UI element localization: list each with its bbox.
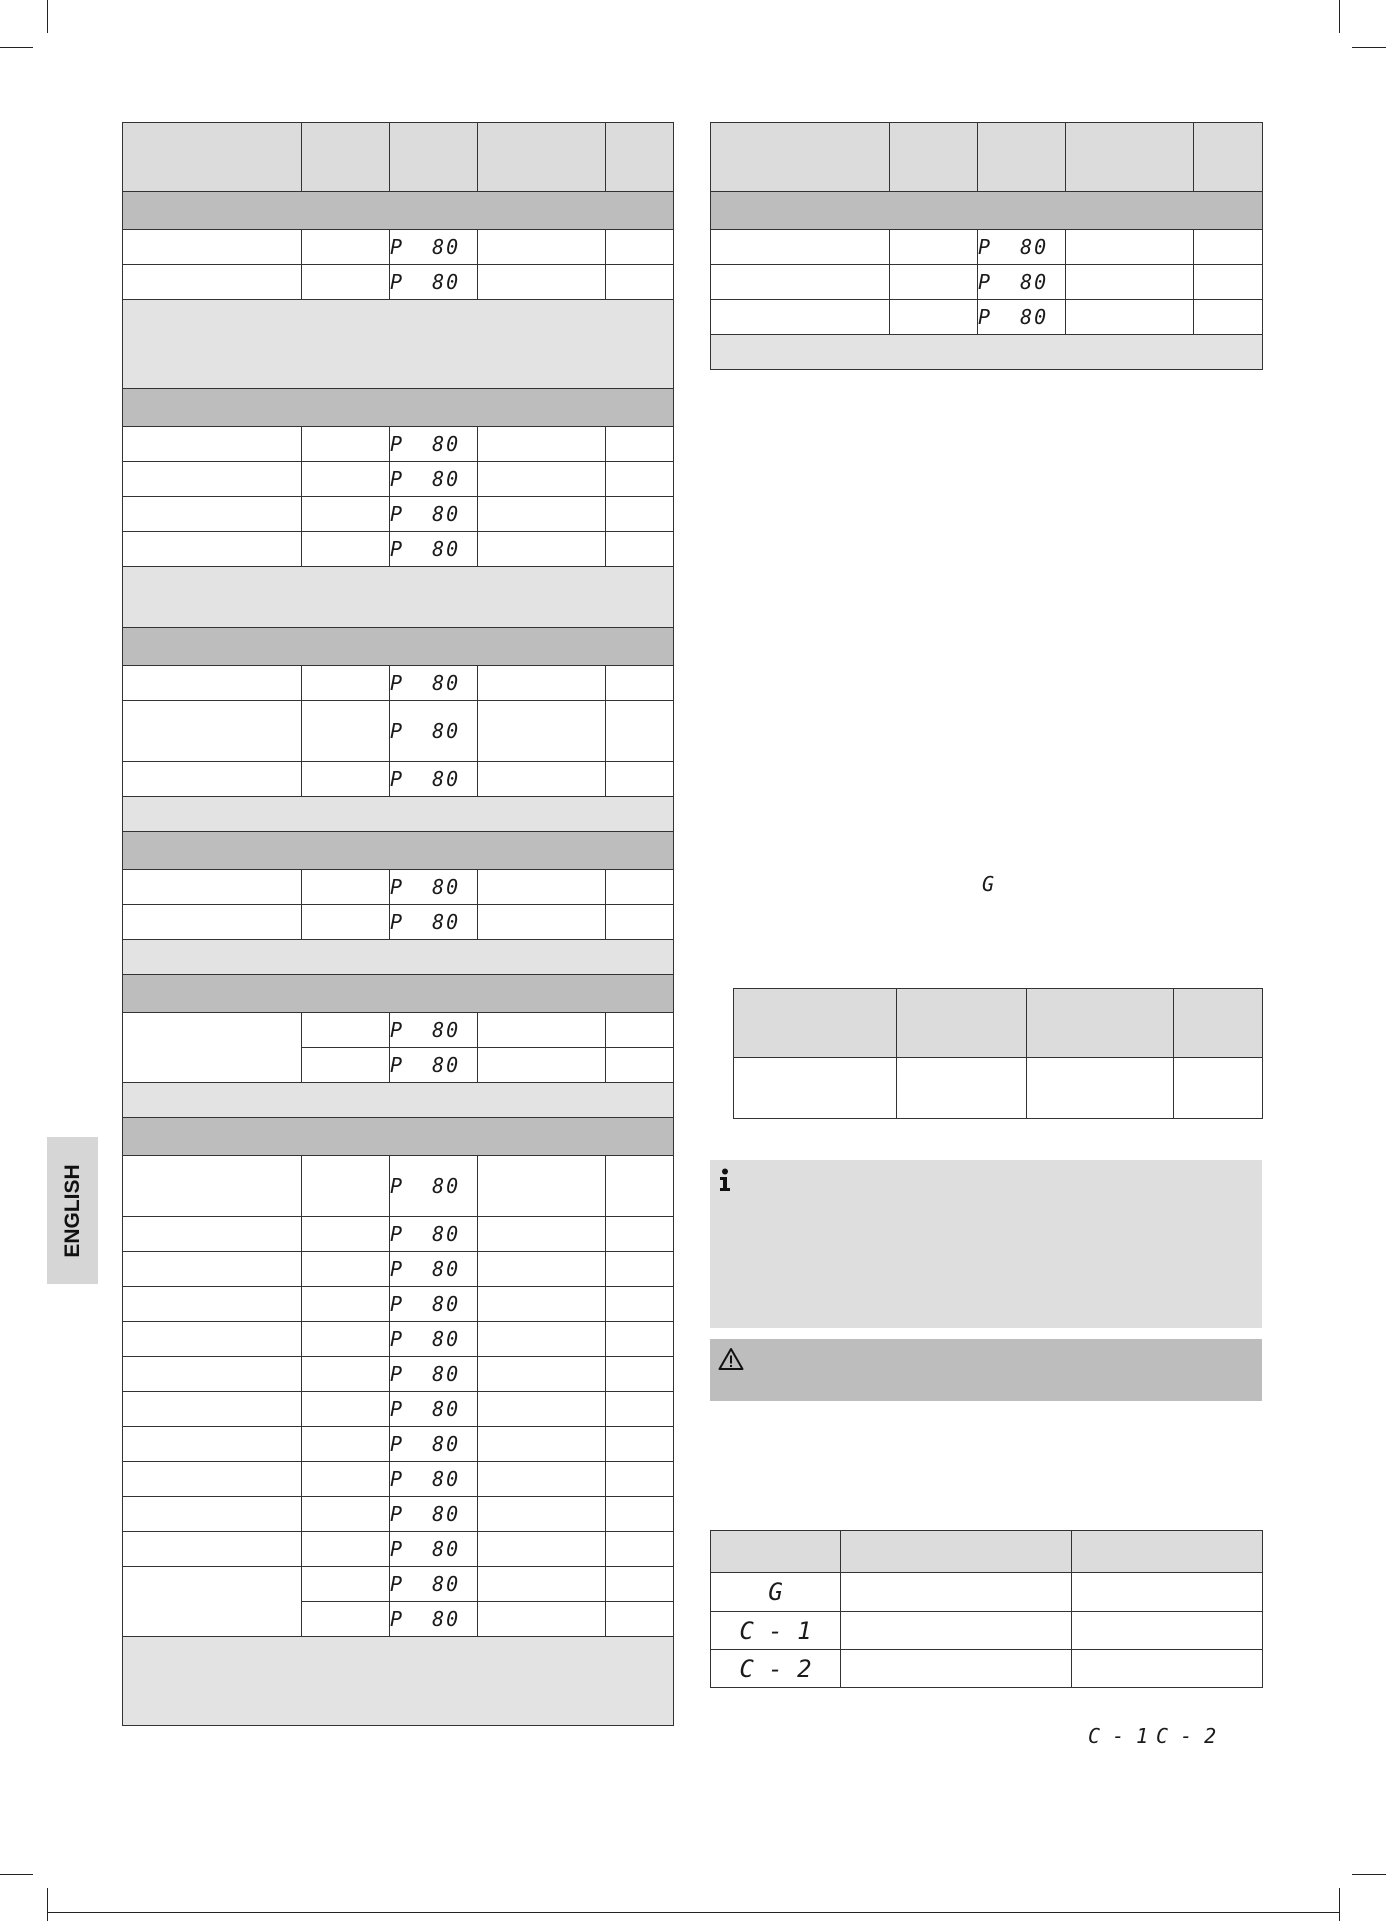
- table-row: [123, 1462, 674, 1497]
- table-row: [123, 905, 674, 940]
- table-row: [123, 462, 674, 497]
- display-readout: P 80: [390, 1252, 478, 1287]
- crop-mark: [1339, 0, 1340, 33]
- table-row: [123, 532, 674, 567]
- program-table-right: [710, 122, 1263, 370]
- table-row: [123, 1392, 674, 1427]
- table-row: [123, 1532, 674, 1567]
- display-readout: P 80: [390, 1427, 478, 1462]
- display-readout: P 80: [390, 762, 478, 797]
- display-readout: P 80: [390, 1048, 478, 1083]
- table-row: [123, 1217, 674, 1252]
- error-code: C - 2: [711, 1650, 841, 1688]
- section-row: [711, 192, 1263, 230]
- section-row: [123, 192, 674, 230]
- crop-mark: [1352, 47, 1386, 48]
- table-header-row: [711, 123, 1263, 192]
- language-tab: [47, 1137, 98, 1284]
- crop-mark: [0, 1874, 33, 1875]
- display-readout: P 80: [390, 462, 478, 497]
- table-header-row: [123, 123, 674, 192]
- table-header-row: [711, 1531, 1263, 1573]
- crop-mark: [1352, 1874, 1386, 1875]
- table-row: [123, 701, 674, 762]
- table-row: [123, 1357, 674, 1392]
- display-readout: P 80: [390, 1156, 478, 1217]
- table-row: [123, 1013, 674, 1048]
- settings-table: [733, 988, 1263, 1119]
- display-readout: P 80: [390, 1497, 478, 1532]
- table-row: [123, 1156, 674, 1217]
- display-readout: P 80: [390, 1013, 478, 1048]
- section-row: [123, 628, 674, 666]
- table-row: [734, 1058, 1263, 1119]
- info-note: [710, 1160, 1262, 1328]
- display-readout: P 80: [390, 1532, 478, 1567]
- display-readout: P 80: [390, 1322, 478, 1357]
- language-tab-label: ENGLISH: [60, 1163, 84, 1258]
- error-code: C - 1: [711, 1612, 841, 1650]
- error-code-table: [710, 1530, 1263, 1688]
- note-row: [123, 797, 674, 832]
- display-readout: P 80: [978, 300, 1066, 335]
- warning-icon: [718, 1347, 744, 1371]
- display-readout: P 80: [390, 1357, 478, 1392]
- bottom-trim-line: [47, 1912, 1340, 1913]
- section-row: [123, 832, 674, 870]
- display-symbol-g: G: [982, 872, 995, 896]
- table-row: [123, 870, 674, 905]
- program-table-left: [122, 122, 674, 1726]
- info-icon: [718, 1168, 732, 1192]
- note-row: [123, 1637, 674, 1726]
- table-row: [711, 1612, 1263, 1650]
- table-row: [711, 300, 1263, 335]
- table-row: [123, 265, 674, 300]
- table-row: [123, 1567, 674, 1602]
- warning-note: [710, 1339, 1262, 1401]
- table-row: [123, 1322, 674, 1357]
- table-row: [123, 1497, 674, 1532]
- display-symbol-c1: C - 1: [1088, 1724, 1149, 1748]
- note-row: [123, 567, 674, 628]
- display-readout: P 80: [390, 1602, 478, 1637]
- display-readout: P 80: [390, 701, 478, 762]
- note-row: [123, 940, 674, 975]
- table-row: [123, 230, 674, 265]
- section-row: [123, 389, 674, 427]
- display-readout: P 80: [390, 230, 478, 265]
- table-row: [123, 1287, 674, 1322]
- table-row: [123, 427, 674, 462]
- display-readout: P 80: [390, 1392, 478, 1427]
- crop-mark: [47, 0, 48, 33]
- table-row: [711, 1573, 1263, 1612]
- table-row: [123, 1252, 674, 1287]
- display-readout: P 80: [390, 870, 478, 905]
- table-row: [711, 1650, 1263, 1688]
- section-row: [123, 975, 674, 1013]
- display-readout: P 80: [390, 905, 478, 940]
- table-row: [123, 497, 674, 532]
- display-readout: P 80: [390, 1567, 478, 1602]
- table-row: [711, 230, 1263, 265]
- crop-mark: [47, 1888, 48, 1921]
- table-row: [711, 265, 1263, 300]
- section-row: [123, 1118, 674, 1156]
- display-readout: P 80: [978, 230, 1066, 265]
- display-readout: P 80: [390, 497, 478, 532]
- display-readout: P 80: [390, 532, 478, 567]
- error-code: G: [711, 1573, 841, 1612]
- display-readout: P 80: [390, 666, 478, 701]
- table-row: [123, 762, 674, 797]
- display-readout: P 80: [390, 427, 478, 462]
- display-readout: P 80: [390, 1217, 478, 1252]
- crop-mark: [1339, 1888, 1340, 1921]
- display-readout: P 80: [978, 265, 1066, 300]
- display-readout: P 80: [390, 265, 478, 300]
- table-header-row: [734, 989, 1263, 1058]
- note-row: [123, 300, 674, 389]
- note-row: [711, 335, 1263, 370]
- crop-mark: [0, 47, 33, 48]
- display-symbol-c2: C - 2: [1156, 1724, 1217, 1748]
- table-row: [123, 1427, 674, 1462]
- display-readout: P 80: [390, 1287, 478, 1322]
- note-row: [123, 1083, 674, 1118]
- display-readout: P 80: [390, 1462, 478, 1497]
- table-row: [123, 666, 674, 701]
